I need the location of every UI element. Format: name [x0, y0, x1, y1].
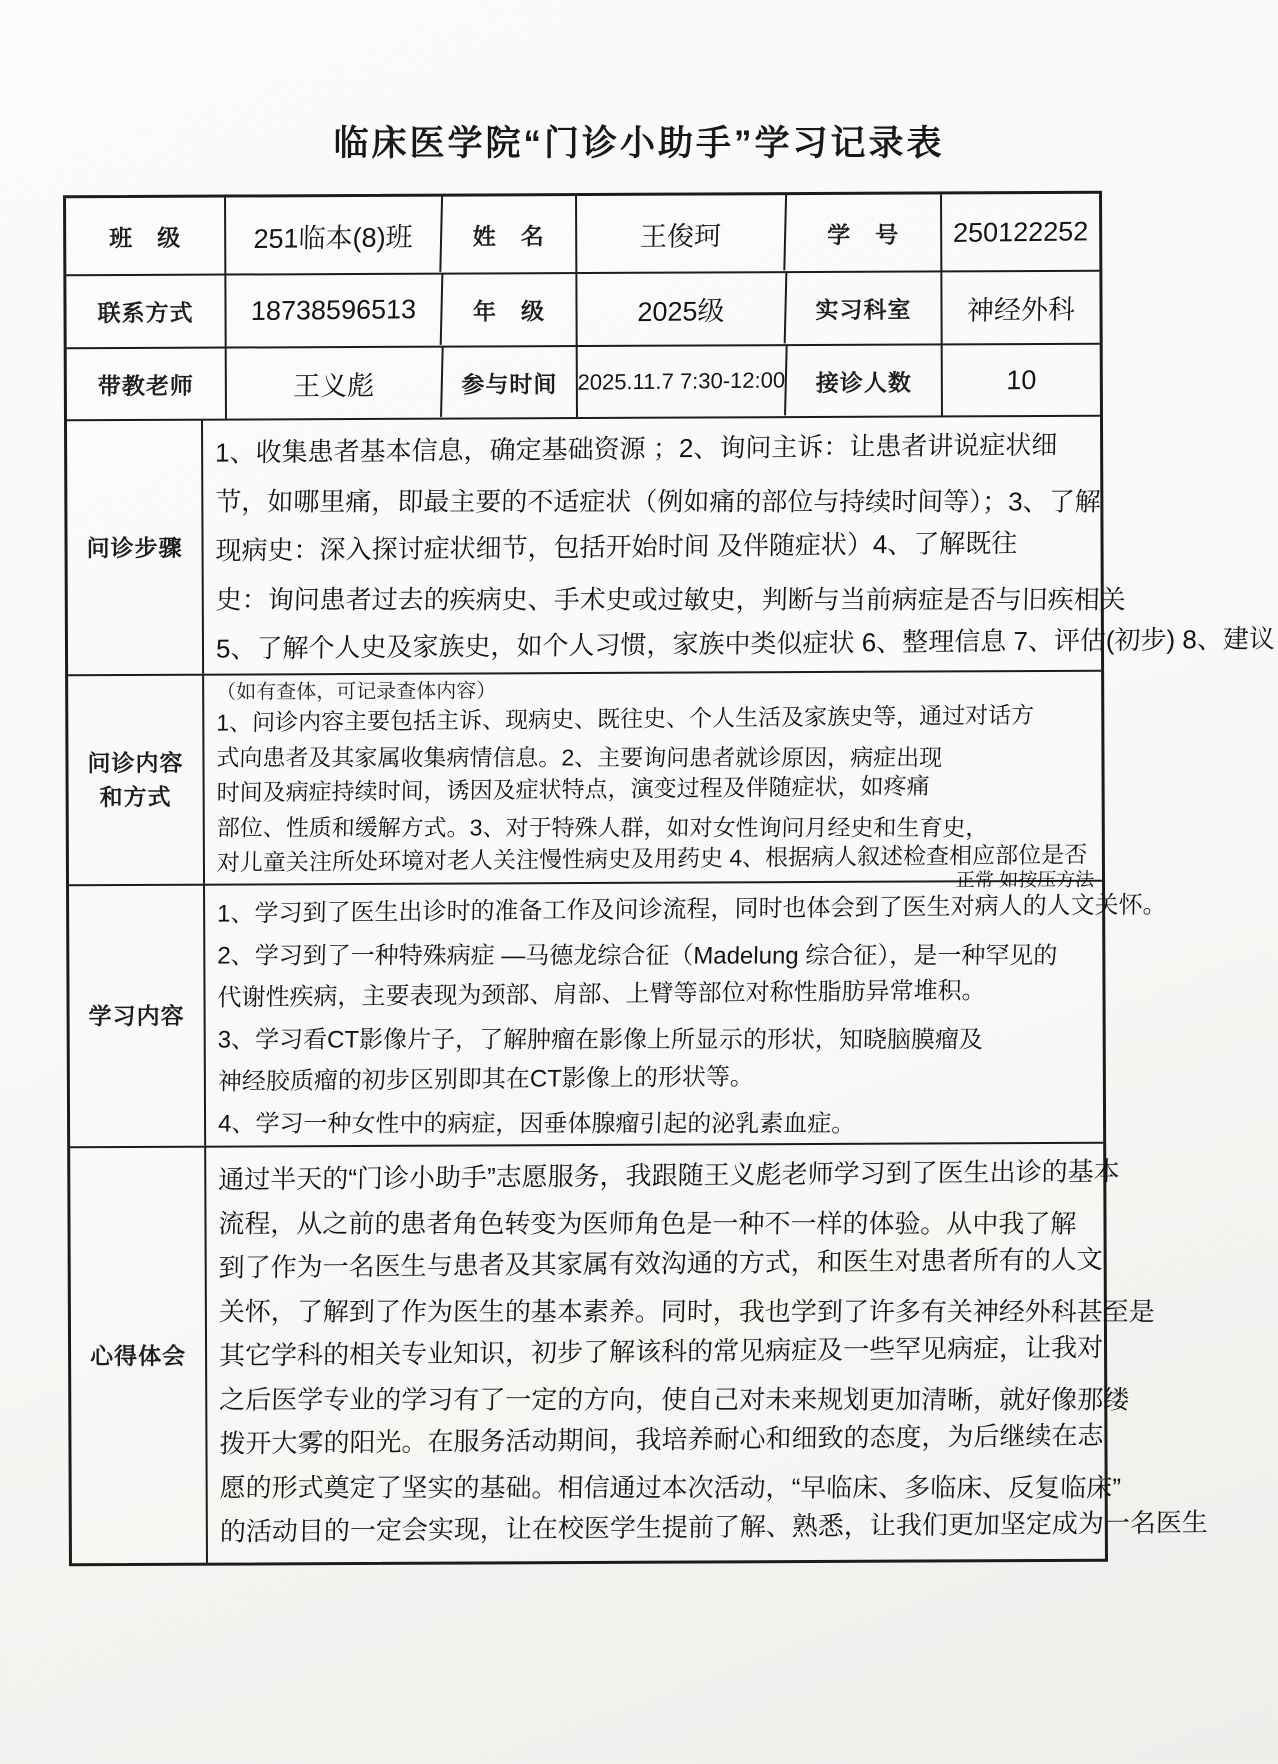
section-label: 问诊内容和方式 — [68, 676, 205, 885]
info-cell: 251临本(8)班 — [225, 196, 443, 274]
printed-note: （如有查体，可记录查体内容） — [216, 680, 497, 704]
handwritten-line: 流程，从之前的患者角色转变为医师角色是一种不一样的体验。从中我了解 — [218, 1208, 1077, 1239]
info-cell: 王俊珂 — [576, 194, 787, 272]
handwritten-line: 的活动目的一定会实现，让在校医学生提前了解、熟悉，让我们更加坚定成为一名医生 — [219, 1507, 1209, 1547]
handwritten-line: 1、学习到了医生出诊时的准备工作及问诊流程，同时也体会到了医生对病人的人文关怀。 — [216, 891, 1167, 928]
handwritten-line: 代谢性疾病，主要表现为颈部、肩部、上臂等部位对称性脂肪异常堆积。 — [217, 977, 986, 1012]
handwritten-line: 其它学科的相关专业知识，初步了解该科的常见病症及一些罕见病症，让我对 — [218, 1332, 1104, 1371]
handwritten-line: 到了作为一名医生与患者及其家属有效沟通的方式，和医生对患者所有的人文 — [218, 1244, 1104, 1283]
handwritten-line: 4、学习一种女性中的病症，因垂体腺瘤引起的泌乳素血症。 — [217, 1110, 856, 1138]
section-content — [205, 881, 1171, 1145]
info-cell: 2025.11.7 7:30-12:00 — [577, 345, 788, 417]
info-cell: 250122252 — [952, 215, 1089, 248]
info-cell: 18738596513 — [226, 274, 444, 347]
info-cell: 10 — [1005, 364, 1037, 395]
info-cell: 带教老师 — [67, 349, 227, 420]
info-cell: 年 级 — [442, 274, 577, 346]
info-cell: 班 级 — [66, 198, 226, 275]
info-cell: 接诊人数 — [787, 345, 943, 416]
record-form-table — [63, 191, 1276, 1567]
section-label: 学习内容 — [69, 886, 206, 1147]
handwritten-line: 史：询问患者过去的疾病史、手术史或过敏史，判断与当前病症是否与旧疾相关 — [215, 584, 1127, 615]
handwritten-block — [216, 702, 1098, 881]
info-row-1 — [66, 194, 1099, 277]
section-reflections — [70, 1144, 1209, 1564]
info-cell: 神经外科 — [966, 294, 1076, 326]
info-cell: 联系方式 — [66, 276, 226, 348]
info-cell: 2025级 — [577, 272, 788, 345]
section-content — [204, 672, 1102, 892]
info-row-3 — [67, 345, 1100, 422]
handwritten-line: 时间及病症持续时间，诱因及症状特点，演变过程及伴随症状，如疼痛 — [216, 772, 930, 806]
handwritten-line: 拨开大雾的阳光。在服务活动期间，我培养耐心和细致的态度，为后继续在志 — [219, 1420, 1104, 1459]
overflow-note: 正常 如按压方法 — [955, 869, 1095, 892]
handwritten-line: 2、学习到了一种特殊病症 —马德龙综合征（Madelung 综合征），是一种罕见的 — [216, 942, 1058, 970]
handwritten-line: 现病史：深入探讨症状细节，包括开始时间 及伴随症状）4、了解既往 — [215, 527, 1018, 566]
info-cell: 学 号 — [786, 194, 942, 271]
handwritten-line: 通过半天的“门诊小助手”志愿服务，我跟随王义彪老师学习到了医生出诊的基本 — [218, 1155, 1120, 1195]
info-cell: 姓 名 — [442, 196, 577, 273]
info-cell: 参与时间 — [443, 347, 578, 418]
handwritten-line: 3、学习看CT影像片子，了解肿瘤在影像上所显示的形状，知晓脑膜瘤及 — [217, 1026, 984, 1054]
section-label: 心得体会 — [70, 1148, 208, 1564]
section-label: 问诊步骤 — [67, 421, 204, 675]
section-learning-content — [69, 882, 1167, 1149]
page-title: 临床医学院“门诊小助手”学习记录表 — [333, 124, 945, 163]
handwritten-line: 部位、性质和缓解方式。3、对于特殊人群，如对女性询问月经史和生育史， — [216, 814, 989, 841]
handwritten-line: 式向患者及其家属收集病情信息。2、主要询问患者就诊原因，病症出现 — [216, 744, 943, 771]
info-row-2 — [66, 272, 1099, 350]
handwritten-line: 节，如哪里痛，即最主要的不适症状（例如痛的部位与持续时间等）；3、了解 — [214, 486, 1102, 517]
handwritten-line: 1、问诊内容主要包括主诉、现病史、既往史、个人生活及家族史等，通过对话方 — [216, 701, 1035, 736]
section-content — [203, 416, 1278, 674]
section-consultation-content-method — [68, 672, 1102, 892]
handwritten-line: 对儿童关注所处环境对老人关注慢性病史及用药史 4、根据病人叙述检查相应部位是否 — [216, 841, 1088, 876]
info-cell: 王义彪 — [226, 347, 444, 419]
handwritten-line: 5、了解个人史及家族史，如个人习惯，家族中类似症状 6、整理信息 7、评估(初步) 8、建议 — [215, 623, 1276, 664]
section-content — [206, 1143, 1212, 1562]
info-cell: 实习科室 — [786, 272, 942, 344]
section-consultation-steps — [67, 417, 1276, 677]
handwritten-line: 1、收集患者基本信息，确定基础资源 ；2、询问主诉：让患者讲说症状细 — [214, 429, 1058, 468]
handwritten-line: 神经胶质瘤的初步区别即其在CT影像上的形状等。 — [217, 1063, 755, 1096]
handwritten-line: 之后医学专业的学习有了一定的方向，使自己对未来规划更加清晰，就好像那缕 — [218, 1384, 1130, 1415]
handwritten-line: 关怀，了解到了作为医生的基本素养。同时，我也学到了许多有关神经外科甚至是 — [218, 1296, 1156, 1327]
handwritten-line: 愿的形式奠定了坚实的基础。相信通过本次活动，“早临床、多临床、反复临床” — [219, 1472, 1122, 1503]
